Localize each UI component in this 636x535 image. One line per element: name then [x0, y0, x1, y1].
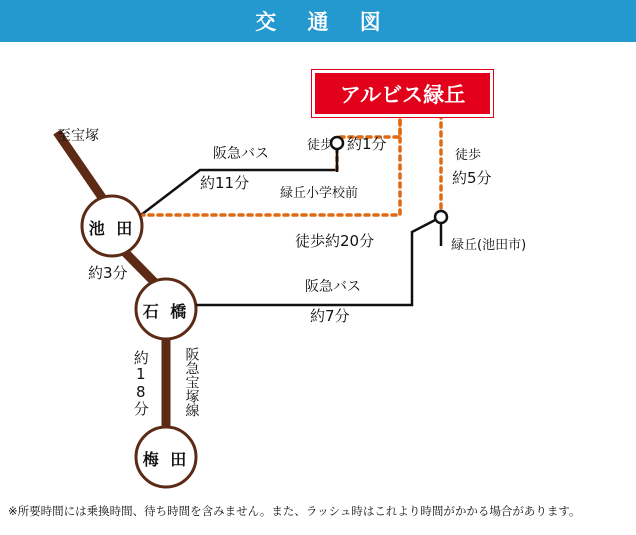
page-title: 交 通 図 [255, 10, 393, 34]
label-hankyu-takarazuka-line: 阪急宝塚線 [183, 347, 200, 417]
destination-label: アルビス緑丘 [339, 82, 466, 107]
label-ikeda-ishibashi-time: 約3分 [88, 264, 128, 282]
station-label-umeda: 梅 田 [142, 450, 190, 469]
label-hankyu-bus-1: 阪急バス [213, 146, 269, 162]
label-walk-1: 徒歩 [307, 138, 334, 153]
label-to-takarazuka: 至宝塚 [57, 128, 99, 144]
diagram-canvas [0, 42, 636, 497]
label-hankyu-bus-2-time: 約7分 [310, 307, 350, 325]
label-midorigaoka-elementary: 緑丘小学校前 [280, 186, 359, 201]
header-bar [0, 0, 636, 42]
station-label-ikeda: 池 田 [88, 219, 136, 238]
destination-box [312, 70, 493, 117]
station-label-ishibashi: 石 橋 [142, 302, 190, 321]
label-ishibashi-umeda-time: 約18分 [131, 350, 150, 416]
walk-route-stop-to-dest [400, 102, 441, 217]
label-hankyu-bus-2: 阪急バス [305, 279, 361, 295]
footnote: ※所要時間には乗換時間、待ち時間を含みません。また、ラッシュ時はこれより時間がかかる場合があります。 [8, 504, 581, 518]
label-hankyu-bus-1-time: 約11分 [200, 174, 250, 192]
label-walk-1-time: 約1分 [347, 135, 387, 153]
walk-route-dest-to-ikeda [143, 102, 400, 215]
label-walk-20-time: 徒歩約20分 [295, 232, 375, 250]
label-walk-5: 徒歩 [455, 148, 482, 163]
label-bus-stop-midorigaoka: 緑丘(池田市) [451, 238, 527, 253]
label-walk-5-time: 約5分 [452, 169, 492, 187]
bus-stop-icon-midorigaoka [435, 211, 447, 246]
